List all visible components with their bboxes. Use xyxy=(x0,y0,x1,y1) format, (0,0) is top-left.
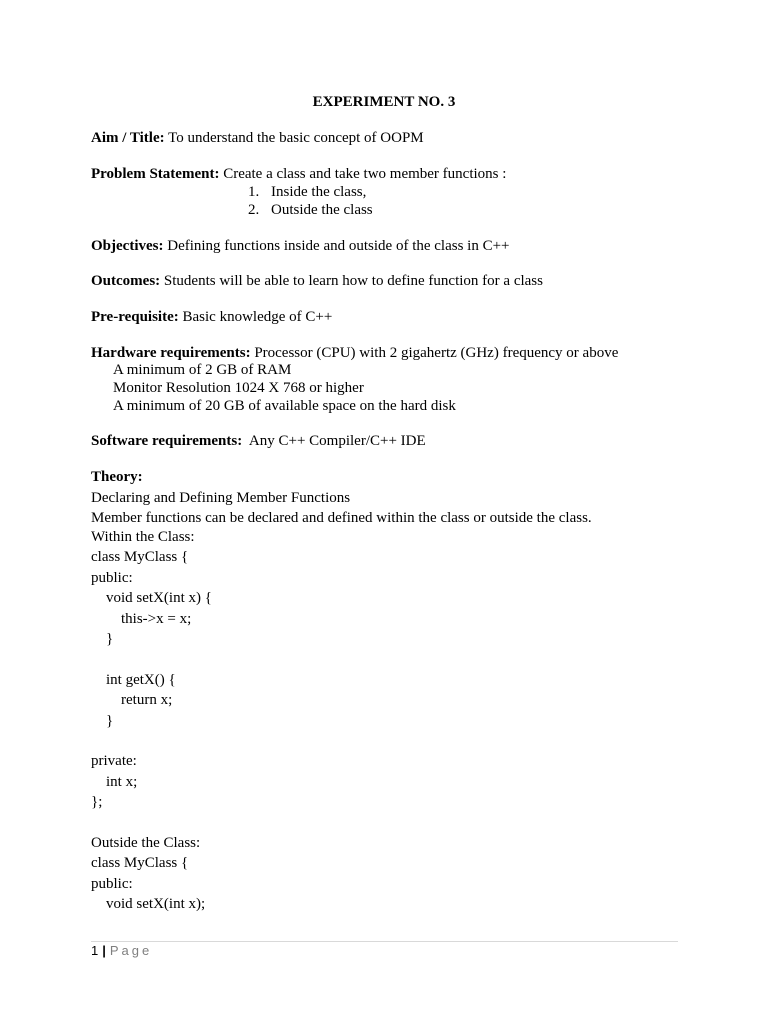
code-example xyxy=(91,527,212,914)
list-item-2-number: 2. xyxy=(248,202,260,218)
code-line: class MyClass { xyxy=(91,549,189,566)
problem-statement-text: Create a class and take two member functions : xyxy=(219,166,507,182)
hardware-line xyxy=(91,344,618,362)
theory-heading: Theory: xyxy=(91,469,143,485)
page-footer xyxy=(91,942,152,960)
objectives-text: Defining functions inside and outside of the class in C++ xyxy=(163,238,510,254)
hardware-disk: A minimum of 20 GB of available space on the hard disk xyxy=(113,398,456,414)
objectives-line xyxy=(91,237,510,255)
hardware-label: Hardware requirements: xyxy=(91,345,251,361)
problem-statement-label: Problem Statement: xyxy=(91,166,220,182)
experiment-title: EXPERIMENT NO. 3 xyxy=(312,94,456,110)
hardware-ram: A minimum of 2 GB of RAM xyxy=(113,362,292,378)
code-line: Outside the Class: xyxy=(91,834,201,851)
list-item-1-text: Inside the class, xyxy=(271,184,367,200)
aim-label: Aim / Title: xyxy=(91,130,165,146)
objectives-label: Objectives: xyxy=(91,238,164,254)
code-line: this->x = x; xyxy=(91,610,192,627)
code-line: }; xyxy=(91,794,103,811)
hardware-text: Processor (CPU) with 2 gigahertz (GHz) frequency or above xyxy=(250,345,619,361)
prerequisite-line xyxy=(91,308,332,326)
outcomes-label: Outcomes: xyxy=(91,273,161,289)
outcomes-text: Students will be able to learn how to define function for a class xyxy=(160,273,543,289)
footer-divider xyxy=(91,941,678,942)
footer-separator: | xyxy=(102,943,106,958)
code-line: int x; xyxy=(91,773,138,790)
code-line xyxy=(91,731,212,751)
software-text: Any C++ Compiler/C++ IDE xyxy=(242,433,426,449)
hardware-monitor: Monitor Resolution 1024 X 768 or higher xyxy=(113,380,364,396)
code-line: class MyClass { xyxy=(91,855,189,872)
theory-line-1: Declaring and Defining Member Functions xyxy=(91,490,351,506)
software-line xyxy=(91,432,426,450)
code-line: Within the Class: xyxy=(91,529,195,545)
page-label: Page xyxy=(109,943,153,958)
outcomes-line xyxy=(91,272,543,290)
code-line: void setX(int x); xyxy=(91,896,206,913)
page-number: 1 xyxy=(91,943,99,958)
code-line: void setX(int x) { xyxy=(91,590,212,607)
code-line: public: xyxy=(91,875,133,892)
code-line: private: xyxy=(91,753,137,770)
theory-line-2: Member functions can be declared and defined within the class or outside the class. xyxy=(91,510,592,526)
aim-line xyxy=(91,129,424,147)
code-line: public: xyxy=(91,569,133,586)
aim-text: To understand the basic concept of OOPM xyxy=(164,130,424,146)
prerequisite-label: Pre-requisite: xyxy=(91,309,179,325)
code-line: int getX() { xyxy=(91,671,176,688)
code-line: } xyxy=(91,630,114,647)
problem-statement-line xyxy=(91,165,506,183)
software-label: Software requirements: xyxy=(91,433,243,449)
list-item-1-number: 1. xyxy=(248,184,260,200)
code-line xyxy=(91,812,212,832)
prerequisite-text: Basic knowledge of C++ xyxy=(178,309,333,325)
code-line: return x; xyxy=(91,692,173,709)
code-line: } xyxy=(91,712,114,729)
code-line xyxy=(91,649,212,669)
list-item-2-text: Outside the class xyxy=(271,202,373,218)
